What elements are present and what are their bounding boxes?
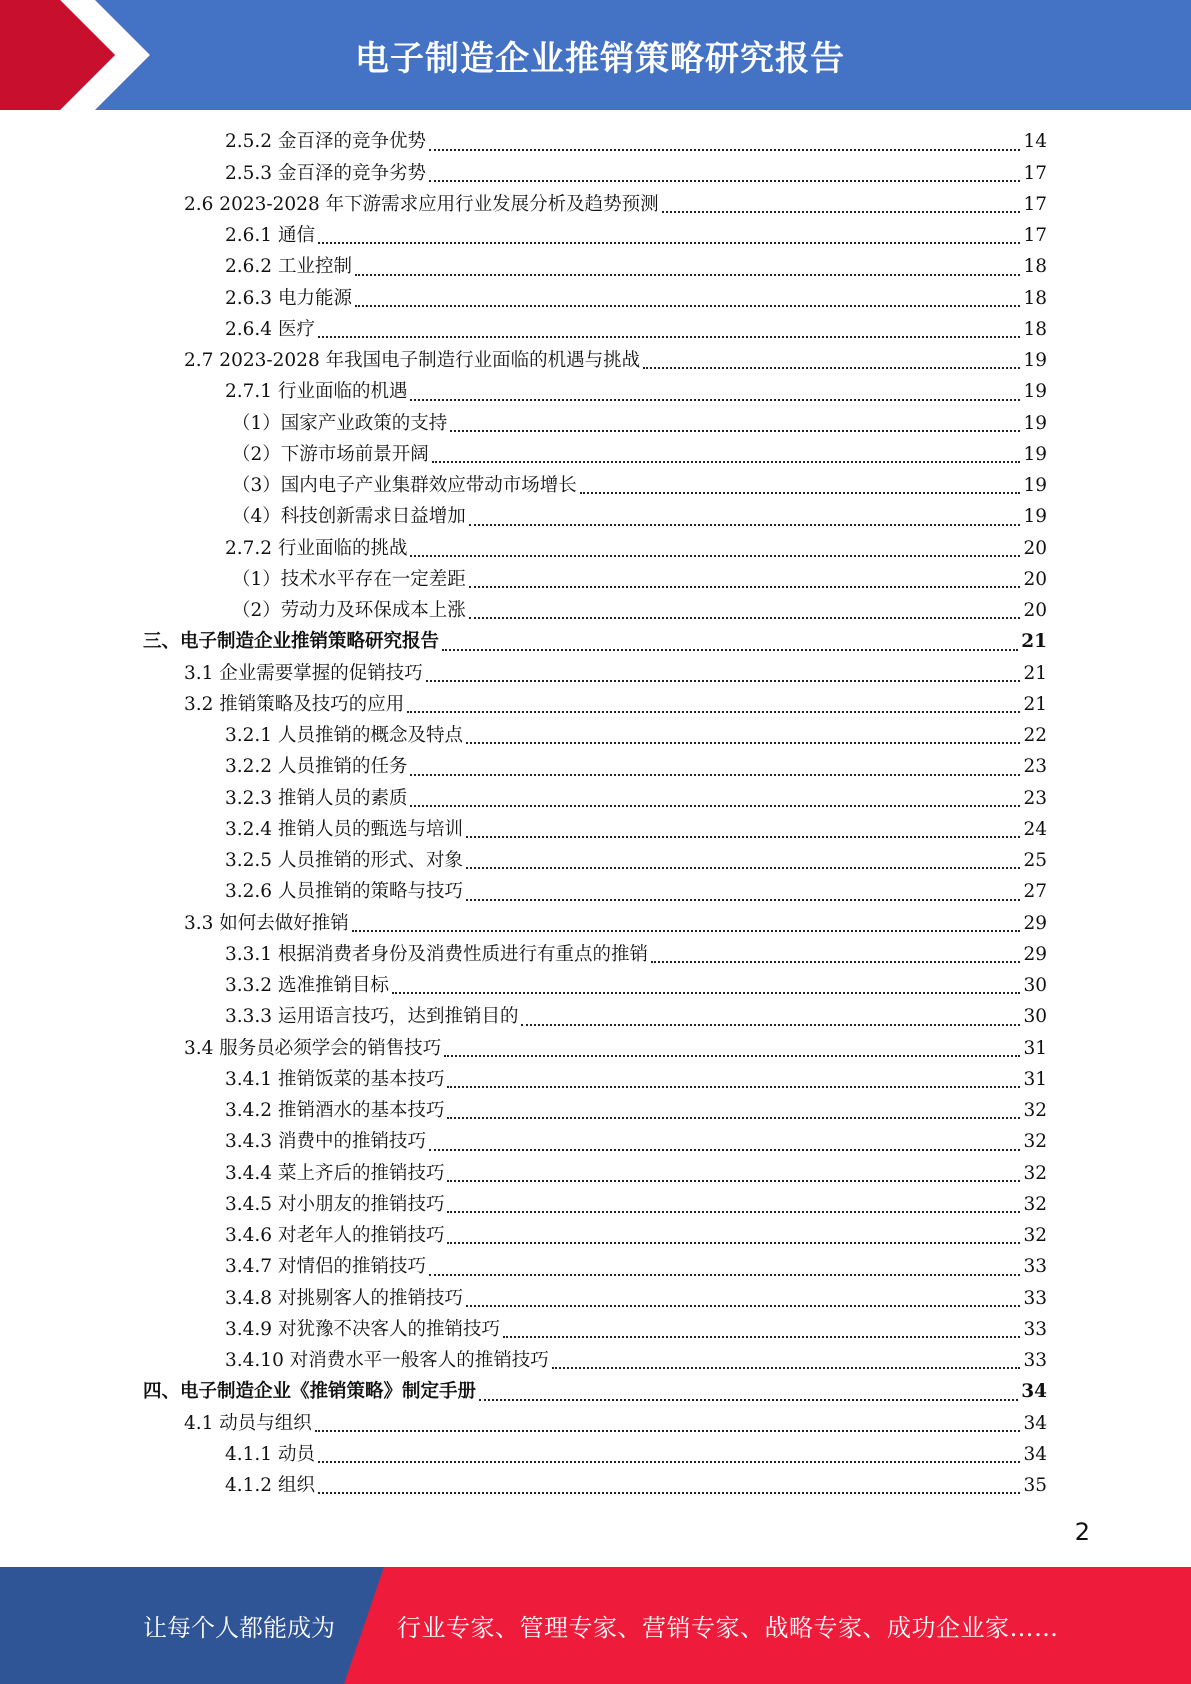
toc-dot-leader <box>466 899 1020 901</box>
toc-entry-title: 4.1.1 动员 <box>225 1443 315 1465</box>
toc-entry-page: 17 <box>1023 162 1047 184</box>
toc-entry[interactable] <box>225 940 1047 971</box>
toc-entry[interactable] <box>225 1440 1047 1471</box>
toc-entry-title: 3.4.4 菜上齐后的推销技巧 <box>225 1162 445 1184</box>
toc-entry-page: 20 <box>1023 568 1047 590</box>
toc-entry[interactable] <box>225 1127 1047 1158</box>
toc-entry[interactable] <box>184 346 1047 377</box>
toc-dot-leader <box>410 555 1020 557</box>
toc-entry-title: 3.4.5 对小朋友的推销技巧 <box>225 1193 445 1215</box>
toc-entry-title: 3.4.10 对消费水平一般客人的推销技巧 <box>225 1350 549 1371</box>
toc-dot-leader <box>352 930 1021 932</box>
toc-entry-title: 2.6.4 医疗 <box>225 318 315 340</box>
toc-entry-title: 四、电子制造企业《推销策略》制定手册 <box>143 1381 477 1403</box>
document-title: 电子制造企业推销策略研究报告 <box>355 38 845 79</box>
toc-entry[interactable] <box>225 971 1047 1002</box>
toc-entry-title: （3）国内电子产业集群效应带动市场增长 <box>232 475 577 496</box>
toc-entry-page: 19 <box>1023 350 1047 371</box>
toc-dot-leader <box>410 774 1020 776</box>
footer-slogan-left: 让每个人都能成为 <box>143 1614 335 1642</box>
toc-entry[interactable] <box>225 1471 1047 1502</box>
toc-entry[interactable] <box>225 1346 1047 1377</box>
toc-entry-title: 3.4.7 对情侣的推销技巧 <box>225 1256 426 1278</box>
toc-dot-leader <box>410 399 1020 401</box>
toc-entry[interactable] <box>225 377 1047 408</box>
toc-entry-title: 3.4 服务员必须学会的销售技巧 <box>184 1037 442 1059</box>
toc-entry[interactable] <box>225 221 1047 252</box>
toc-entry-page: 33 <box>1023 1287 1047 1309</box>
toc-dot-leader <box>447 1242 1020 1244</box>
toc-entry-page: 32 <box>1023 1131 1047 1153</box>
toc-dot-leader <box>429 1149 1020 1151</box>
toc-dot-leader <box>429 180 1020 182</box>
toc-entry-title: 3.3.3 运用语言技巧，达到推销目的 <box>225 1006 519 1028</box>
toc-entry-page: 21 <box>1023 693 1047 715</box>
toc-entry-title: （2）下游市场前景开阔 <box>232 443 429 465</box>
toc-dot-leader <box>466 867 1020 869</box>
toc-entry[interactable] <box>225 1096 1047 1127</box>
toc-dot-leader <box>447 1086 1020 1088</box>
toc-entry-page: 19 <box>1023 443 1047 465</box>
toc-entry-page: 34 <box>1023 1443 1047 1465</box>
toc-entry-page: 17 <box>1023 225 1047 246</box>
toc-entry-page: 33 <box>1023 1318 1047 1340</box>
toc-entry-page: 32 <box>1023 1162 1047 1184</box>
toc-dot-leader <box>469 524 1021 526</box>
toc-dot-leader <box>469 617 1021 619</box>
toc-entry-title: 2.5.3 金百泽的竞争劣势 <box>225 162 426 184</box>
toc-entry[interactable] <box>232 440 1047 471</box>
toc-entry-title: 3.2.4 推销人员的甄选与培训 <box>225 818 463 840</box>
toc-entry-page: 33 <box>1023 1350 1047 1371</box>
toc-entry-page: 32 <box>1023 1225 1047 1246</box>
toc-entry[interactable] <box>225 158 1047 189</box>
toc-entry-title: 2.5.2 金百泽的竞争优势 <box>225 131 426 153</box>
toc-dot-leader <box>643 367 1020 369</box>
toc-dot-leader <box>392 992 1020 994</box>
toc-entry-title: 3.2.3 推销人员的素质 <box>225 787 408 809</box>
toc-entry[interactable] <box>232 502 1047 533</box>
toc-entry-title: 3.2.2 人员推销的任务 <box>225 756 408 778</box>
page-number: 2 <box>1074 1518 1090 1546</box>
toc-dot-leader <box>447 1180 1020 1182</box>
toc-entry-title: 3.4.3 消费中的推销技巧 <box>225 1131 426 1153</box>
toc-entry-page: 31 <box>1023 1068 1047 1090</box>
toc-dot-leader <box>318 242 1021 244</box>
toc-entry[interactable] <box>232 596 1047 627</box>
toc-entry[interactable] <box>225 1315 1047 1346</box>
toc-entry-page: 35 <box>1023 1475 1047 1496</box>
toc-entry-page: 19 <box>1023 506 1047 528</box>
toc-entry-page: 34 <box>1023 1412 1047 1434</box>
toc-entry-title: 三、电子制造企业推销策略研究报告 <box>143 631 440 653</box>
toc-entry-title: 2.7.2 行业面临的挑战 <box>225 537 408 559</box>
toc-entry-page: 32 <box>1023 1193 1047 1215</box>
toc-dot-leader <box>552 1367 1021 1369</box>
toc-entry-title: 3.3 如何去做好推销 <box>184 912 349 934</box>
toc-entry-title: 3.4.2 推销酒水的基本技巧 <box>225 1100 445 1121</box>
toc-entry[interactable] <box>143 627 1047 658</box>
toc-dot-leader <box>407 711 1020 713</box>
toc-entry-page: 19 <box>1023 475 1047 496</box>
toc-entry-page: 17 <box>1023 193 1047 215</box>
toc-entry-title: （4）科技创新需求日益增加 <box>232 506 466 528</box>
toc-entry-title: 3.2.5 人员推销的形式、对象 <box>225 850 463 871</box>
toc-dot-leader <box>355 305 1021 307</box>
toc-entry[interactable] <box>184 690 1047 721</box>
toc-entry-page: 20 <box>1023 600 1047 621</box>
toc-entry[interactable] <box>184 908 1047 939</box>
toc-dot-leader <box>410 805 1020 807</box>
toc-entry-title: 3.4.8 对挑剔客人的推销技巧 <box>225 1287 463 1309</box>
toc-entry-page: 21 <box>1021 631 1047 653</box>
toc-entry-page: 23 <box>1023 756 1047 778</box>
toc-entry-title: 3.2.6 人员推销的策略与技巧 <box>225 881 463 903</box>
toc-entry[interactable] <box>225 315 1047 346</box>
toc-entry-title: 3.3.1 根据消费者身份及消费性质进行有重点的推销 <box>225 943 648 965</box>
toc-entry-page: 23 <box>1023 787 1047 809</box>
toc-entry[interactable] <box>184 1033 1047 1064</box>
toc-entry[interactable] <box>184 190 1047 221</box>
toc-entry-title: （1）国家产业政策的支持 <box>232 412 448 434</box>
toc-dot-leader <box>503 1336 1020 1338</box>
toc-entry-title: 3.4.6 对老年人的推销技巧 <box>225 1225 445 1246</box>
toc-entry[interactable] <box>232 471 1047 502</box>
toc-entry-title: 2.6.3 电力能源 <box>225 287 352 309</box>
toc-entry-title: 3.3.2 选准推销目标 <box>225 975 389 996</box>
toc-entry-page: 18 <box>1023 287 1047 309</box>
toc-entry-page: 27 <box>1023 881 1047 903</box>
toc-entry-title: 3.2 推销策略及技巧的应用 <box>184 693 405 715</box>
toc-entry[interactable] <box>184 658 1047 689</box>
toc-entry-page: 25 <box>1023 850 1047 871</box>
toc-entry-page: 21 <box>1023 662 1047 684</box>
toc-dot-leader <box>318 336 1021 338</box>
toc-dot-leader <box>466 836 1020 838</box>
toc-entry-title: 2.7.1 行业面临的机遇 <box>225 381 408 403</box>
toc-dot-leader <box>429 149 1020 151</box>
toc-entry-title: 4.1 动员与组织 <box>184 1412 312 1434</box>
toc-entry-page: 29 <box>1023 912 1047 934</box>
toc-dot-leader <box>432 461 1021 463</box>
toc-entry-title: 2.6.1 通信 <box>225 225 315 246</box>
toc-entry-page: 20 <box>1023 537 1047 559</box>
toc-dot-leader <box>355 274 1021 276</box>
toc-entry-title: 2.6.2 工业控制 <box>225 256 352 278</box>
toc-dot-leader <box>479 1399 1018 1401</box>
toc-entry[interactable] <box>232 565 1047 596</box>
toc-dot-leader <box>315 1430 1021 1432</box>
toc-entry[interactable] <box>143 1377 1047 1408</box>
toc-dot-leader <box>580 492 1021 494</box>
toc-dot-leader <box>450 430 1020 432</box>
toc-entry[interactable] <box>225 1283 1047 1314</box>
toc-dot-leader <box>429 1274 1020 1276</box>
toc-entry-page: 29 <box>1023 943 1047 965</box>
toc-entry-page: 30 <box>1023 1006 1047 1028</box>
toc-entry[interactable] <box>232 408 1047 439</box>
toc-entry[interactable] <box>225 783 1047 814</box>
toc-entry-page: 30 <box>1023 975 1047 996</box>
toc-entry-page: 18 <box>1023 256 1047 278</box>
toc-entry[interactable] <box>225 877 1047 908</box>
toc-entry-page: 34 <box>1021 1381 1047 1403</box>
toc-dot-leader <box>442 649 1018 651</box>
toc-entry-title: （1）技术水平存在一定差距 <box>232 568 466 590</box>
toc-entry-title: 3.1 企业需要掌握的促销技巧 <box>184 662 423 684</box>
page-footer <box>0 1567 1191 1684</box>
toc-entry-title: 3.4.1 推销饭菜的基本技巧 <box>225 1068 445 1090</box>
toc-dot-leader <box>447 1117 1020 1119</box>
toc-entry-page: 33 <box>1023 1256 1047 1278</box>
toc-dot-leader <box>444 1055 1020 1057</box>
toc-dot-leader <box>662 211 1021 213</box>
toc-entry[interactable] <box>225 1190 1047 1221</box>
toc-entry-title: 2.6 2023-2028 年下游需求应用行业发展分析及趋势预测 <box>184 193 659 215</box>
toc-entry-title: （2）劳动力及环保成本上涨 <box>232 600 466 621</box>
toc-entry-page: 19 <box>1023 381 1047 403</box>
toc-dot-leader <box>318 1461 1021 1463</box>
toc-entry[interactable] <box>225 1002 1047 1033</box>
toc-dot-leader <box>466 742 1020 744</box>
toc-dot-leader <box>521 1024 1020 1026</box>
toc-entry[interactable] <box>225 533 1047 564</box>
toc-entry-title: 3.4.9 对犹豫不决客人的推销技巧 <box>225 1318 500 1340</box>
toc-entry-page: 31 <box>1023 1037 1047 1059</box>
toc-entry-page: 24 <box>1023 818 1047 840</box>
toc-dot-leader <box>426 680 1021 682</box>
toc-entry-title: 3.2.1 人员推销的概念及特点 <box>225 725 463 746</box>
toc-entry[interactable] <box>225 815 1047 846</box>
toc-entry[interactable] <box>184 1408 1047 1439</box>
toc-entry-page: 32 <box>1023 1100 1047 1121</box>
toc-entry[interactable] <box>225 283 1047 314</box>
toc-entry[interactable] <box>225 252 1047 283</box>
toc-entry[interactable] <box>225 1221 1047 1252</box>
toc-dot-leader <box>469 586 1021 588</box>
toc-entry[interactable] <box>225 721 1047 752</box>
toc-dot-leader <box>447 1211 1020 1213</box>
toc-entry[interactable] <box>225 127 1047 158</box>
toc-entry[interactable] <box>225 1158 1047 1189</box>
toc-entry[interactable] <box>225 752 1047 783</box>
toc-entry-page: 22 <box>1023 725 1047 746</box>
toc-dot-leader <box>318 1492 1021 1494</box>
footer-slogan-right: 行业专家、管理专家、营销专家、战略专家、成功企业家…… <box>397 1614 1059 1642</box>
toc-entry-title: 2.7 2023-2028 年我国电子制造行业面临的机遇与挑战 <box>184 350 641 371</box>
toc-entry[interactable] <box>225 1252 1047 1283</box>
toc-entry-title: 4.1.2 组织 <box>225 1475 315 1496</box>
toc-dot-leader <box>466 1305 1020 1307</box>
toc-entry-page: 19 <box>1023 412 1047 434</box>
toc-entry-page: 14 <box>1023 131 1047 153</box>
toc-entry[interactable] <box>225 846 1047 877</box>
toc-entry-page: 18 <box>1023 318 1047 340</box>
page-header <box>0 0 1191 110</box>
toc-entry[interactable] <box>225 1065 1047 1096</box>
toc-dot-leader <box>651 961 1020 963</box>
